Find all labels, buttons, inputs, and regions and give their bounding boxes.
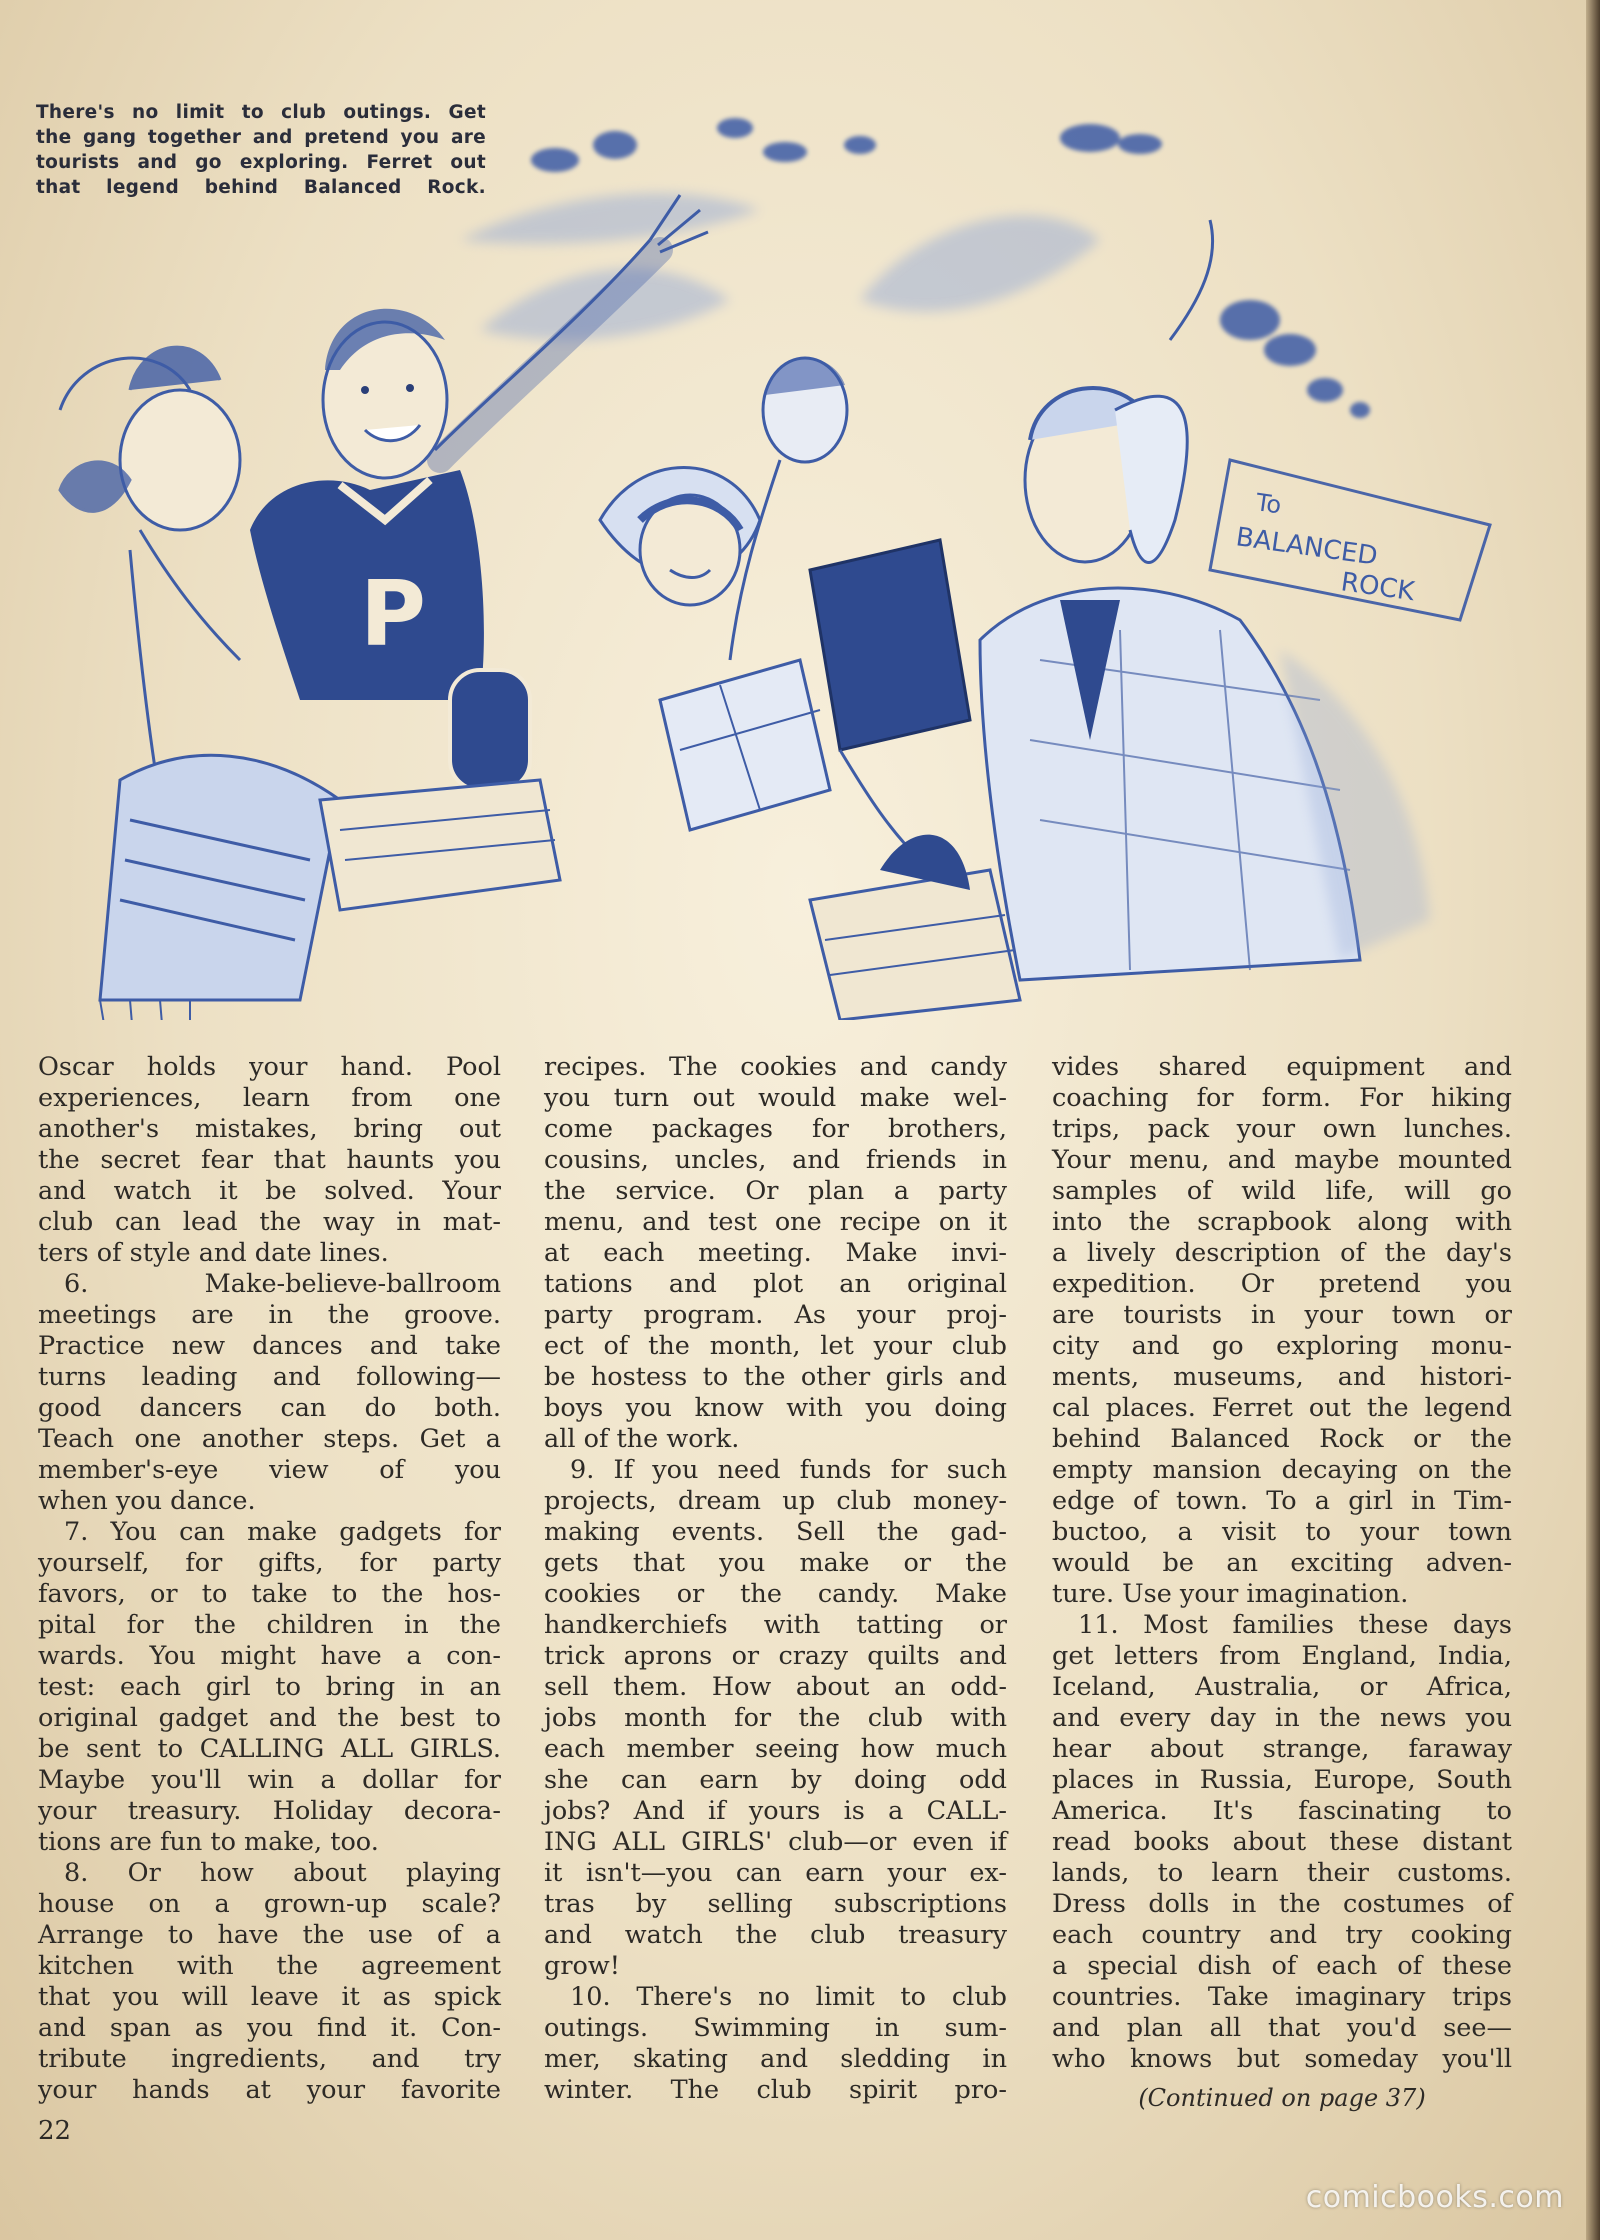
body-line: and every day in the news you: [1052, 1703, 1512, 1733]
body-line: tations and plot an original: [544, 1269, 1007, 1299]
body-line: coaching for form. For hiking: [1052, 1083, 1512, 1113]
body-line: Arrange to have the use of a: [38, 1920, 501, 1950]
body-line: get letters from England, India,: [1052, 1641, 1512, 1671]
body-line: ters of style and date lines.: [38, 1238, 389, 1268]
body-line: jobs month for the club with: [544, 1703, 1007, 1733]
body-line: it isn't—you can earn your ex-: [544, 1858, 1007, 1888]
caption-line: that legend behind Balanced Rock.: [36, 177, 486, 198]
body-line: America. It's fascinating to: [1052, 1796, 1512, 1826]
body-line: Your menu, and maybe mounted: [1052, 1145, 1512, 1175]
page-number: 22: [38, 2116, 72, 2146]
body-line: Oscar holds your hand. Pool: [38, 1052, 501, 1082]
body-line: winter. The club spirit pro-: [544, 2075, 1007, 2105]
body-line: the service. Or plan a party: [544, 1176, 1007, 1206]
body-line: 8. Or how about playing: [64, 1858, 501, 1888]
body-line: jobs? And if yours is a CALL-: [544, 1796, 1007, 1826]
body-line: each member seeing how much: [544, 1734, 1007, 1764]
body-line: 10. There's no limit to club: [570, 1982, 1007, 2012]
body-line: gets that you make or the: [544, 1548, 1007, 1578]
body-line: be sent to CALLING ALL GIRLS.: [38, 1734, 501, 1764]
body-line: cal places. Ferret out the legend: [1052, 1393, 1512, 1423]
body-line: countries. Take imaginary trips: [1052, 1982, 1512, 2012]
body-line: your hands at your favorite: [38, 2075, 501, 2105]
body-line: vides shared equipment and: [1052, 1052, 1512, 1082]
body-line: original gadget and the best to: [38, 1703, 501, 1733]
body-line: a lively description of the day's: [1052, 1238, 1512, 1268]
body-line: sell them. How about an odd-: [544, 1672, 1007, 1702]
body-line: come packages for brothers,: [544, 1114, 1007, 1144]
body-line: 6. Make-believe-ballroom: [64, 1269, 501, 1299]
continued-note: (Continued on page 37): [1138, 2084, 1426, 2112]
body-line: wards. You might have a con-: [38, 1641, 501, 1671]
body-line: menu, and test one recipe on it: [544, 1207, 1007, 1237]
body-line: turns leading and following—: [38, 1362, 501, 1392]
body-line: making events. Sell the gad-: [544, 1517, 1007, 1547]
body-line: ING ALL GIRLS' club—or even if: [544, 1827, 1007, 1857]
body-line: you turn out would make wel-: [544, 1083, 1007, 1113]
text-column-3: [1052, 1052, 1512, 2075]
body-line: Practice new dances and take: [38, 1331, 501, 1361]
body-line: Iceland, Australia, or Africa,: [1052, 1672, 1512, 1702]
body-line: favors, or to take to the hos-: [38, 1579, 501, 1609]
body-line: edge of town. To a girl in Tim-: [1052, 1486, 1512, 1516]
body-line: places in Russia, Europe, South: [1052, 1765, 1512, 1795]
body-line: tions are fun to make, too.: [38, 1827, 379, 1857]
body-line: samples of wild life, will go: [1052, 1176, 1512, 1206]
body-line: grow!: [544, 1951, 620, 1981]
body-line: lands, to learn their customs.: [1052, 1858, 1512, 1888]
page-edge-shadow: [1586, 0, 1600, 2240]
sign-line-2: Balanced: [1234, 522, 1380, 572]
body-line: and span as you find it. Con-: [38, 2013, 501, 2043]
body-line: ments, museums, and histori-: [1052, 1362, 1512, 1392]
body-line: she can earn by doing odd: [544, 1765, 1007, 1795]
body-line: the secret fear that haunts you: [38, 1145, 501, 1175]
body-line: city and go exploring monu-: [1052, 1331, 1512, 1361]
body-line: 7. You can make gadgets for: [64, 1517, 501, 1547]
body-line: Dress dolls in the costumes of: [1052, 1889, 1512, 1919]
sign-line-3: Rock: [1339, 567, 1417, 608]
body-line: empty mansion decaying on the: [1052, 1455, 1512, 1485]
text-column-1: [38, 1052, 501, 2106]
body-line: a special dish of each of these: [1052, 1951, 1512, 1981]
body-line: handkerchiefs with tatting or: [544, 1610, 1007, 1640]
body-line: buctoo, a visit to your town: [1052, 1517, 1512, 1547]
caption-line: There's no limit to club outings. Get: [36, 102, 486, 123]
body-line: who knows but someday you'll: [1052, 2044, 1512, 2074]
body-line: 9. If you need funds for such: [570, 1455, 1007, 1485]
body-line: all of the work.: [544, 1424, 740, 1454]
body-line: expedition. Or pretend you: [1052, 1269, 1512, 1299]
sign-line-1: To: [1254, 488, 1284, 520]
body-line: party program. As your proj-: [544, 1300, 1007, 1330]
girl-left-figure: [60, 347, 240, 800]
body-line: test: each girl to bring in an: [38, 1672, 501, 1702]
body-line: tribute ingredients, and try: [38, 2044, 501, 2074]
body-line: trick aprons or crazy quilts and: [544, 1641, 1007, 1671]
girl-kerchief-figure: [600, 358, 847, 830]
caption-line: tourists and go exploring. Ferret out: [36, 152, 486, 173]
body-line: would be an exciting adven-: [1052, 1548, 1512, 1578]
body-line: club can lead the way in mat-: [38, 1207, 501, 1237]
illustration: [40, 100, 1520, 1020]
illustration-caption: [36, 100, 486, 200]
body-line: tras by selling subscriptions: [544, 1889, 1007, 1919]
body-line: be hostess to the other girls and: [544, 1362, 1007, 1392]
watermark: comicbooks.com: [1305, 2180, 1564, 2215]
body-line: that you will leave it as spick: [38, 1982, 501, 2012]
body-line: boys you know with you doing: [544, 1393, 1007, 1423]
sweater-letter: P: [360, 562, 426, 667]
body-line: ture. Use your imagination.: [1052, 1579, 1409, 1609]
body-line: cookies or the candy. Make: [544, 1579, 1007, 1609]
body-line: cousins, uncles, and friends in: [544, 1145, 1007, 1175]
sky-wash: [460, 193, 1100, 340]
body-line: pital for the children in the: [38, 1610, 501, 1640]
body-line: when you dance.: [38, 1486, 256, 1516]
body-line: mer, skating and sledding in: [544, 2044, 1007, 2074]
body-line: member's-eye view of you: [38, 1455, 501, 1485]
body-line: Teach one another steps. Get a: [38, 1424, 501, 1454]
body-line: Maybe you'll win a dollar for: [38, 1765, 501, 1795]
body-line: recipes. The cookies and candy: [544, 1052, 1007, 1082]
body-line: and plan all that you'd see—: [1052, 2013, 1512, 2043]
caption-line: the gang together and pretend you are: [36, 127, 486, 148]
body-line: and watch the club treasury: [544, 1920, 1007, 1950]
body-line: another's mistakes, bring out: [38, 1114, 501, 1144]
body-line: yourself, for gifts, for party: [38, 1548, 501, 1578]
body-line: 11. Most families these days: [1078, 1610, 1512, 1640]
body-line: read books about these distant: [1052, 1827, 1512, 1857]
body-line: and watch it be solved. Your: [38, 1176, 501, 1206]
body-line: at each meeting. Make invi-: [544, 1238, 1007, 1268]
body-line: kitchen with the agreement: [38, 1951, 501, 1981]
body-line: are tourists in your town or: [1052, 1300, 1512, 1330]
body-line: good dancers can do both.: [38, 1393, 501, 1423]
body-line: house on a grown-up scale?: [38, 1889, 501, 1919]
text-column-2: [544, 1052, 1007, 2106]
balanced-rock-sign: [1210, 460, 1490, 620]
body-line: your treasury. Holiday decora-: [38, 1796, 501, 1826]
body-line: meetings are in the groove.: [38, 1300, 501, 1330]
body-line: experiences, learn from one: [38, 1083, 501, 1113]
body-line: hear about strange, faraway: [1052, 1734, 1512, 1764]
body-line: outings. Swimming in sum-: [544, 2013, 1007, 2043]
body-line: each country and try cooking: [1052, 1920, 1512, 1950]
body-line: trips, pack your own lunches.: [1052, 1114, 1512, 1144]
body-line: behind Balanced Rock or the: [1052, 1424, 1512, 1454]
body-line: ect of the month, let your club: [544, 1331, 1007, 1361]
body-line: projects, dream up club money-: [544, 1486, 1007, 1516]
body-line: into the scrapbook along with: [1052, 1207, 1512, 1237]
